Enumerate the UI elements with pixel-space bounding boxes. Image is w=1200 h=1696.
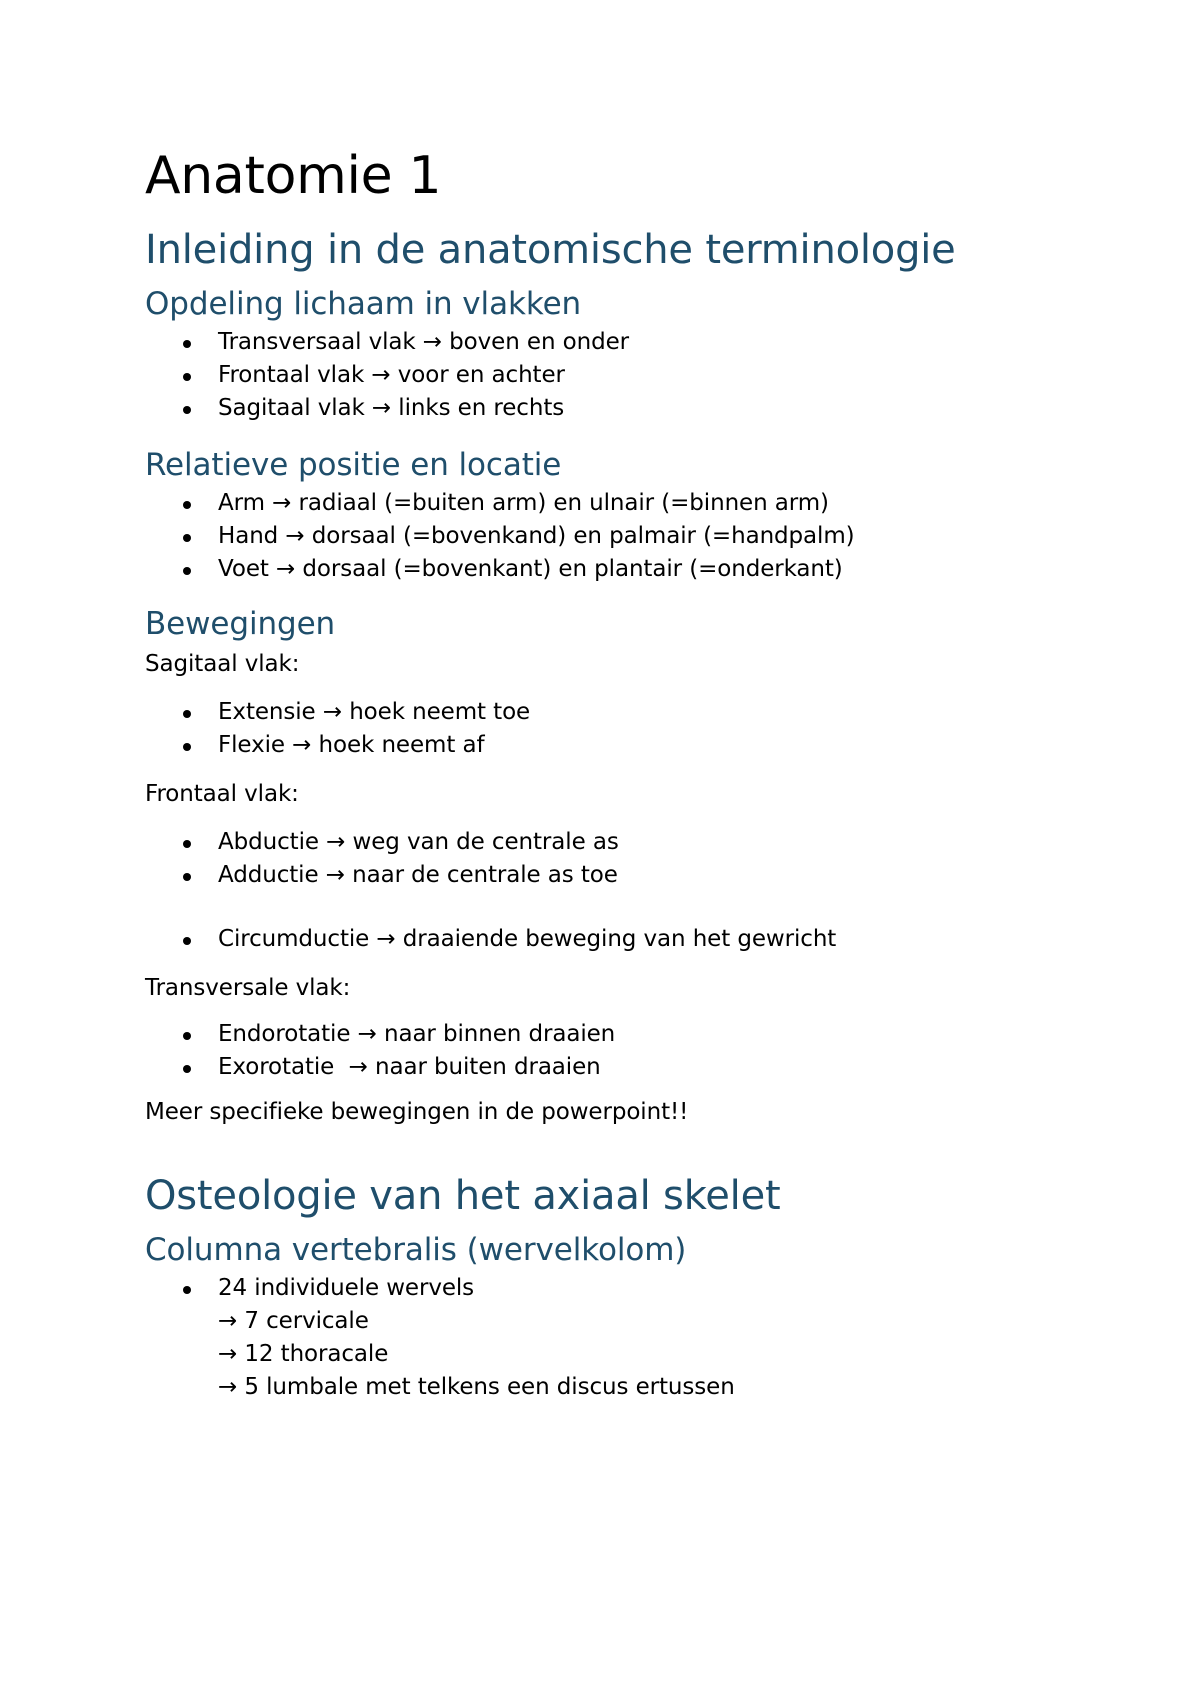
bullet-icon <box>183 567 191 575</box>
bullet-icon <box>183 743 191 751</box>
list-item <box>145 1018 1105 1051</box>
bullet-icon <box>183 501 191 509</box>
sub-item-cervicale: → 7 cervicale <box>218 1308 369 1334</box>
list-item-text: Frontaal vlak → voor en achter <box>218 362 565 388</box>
list-columna <box>145 1272 1105 1404</box>
bullet-icon <box>183 1286 191 1294</box>
bullet-icon <box>183 534 191 542</box>
bullet-icon <box>183 340 191 348</box>
list-item <box>145 729 1105 762</box>
list-item-text: Exorotatie → naar buiten draaien <box>218 1054 601 1080</box>
label-transversaal: Transversale vlak: <box>145 975 351 1001</box>
list-item <box>145 359 1105 392</box>
list-item <box>145 520 1105 553</box>
list-item <box>145 553 1105 586</box>
list-item <box>145 392 1105 425</box>
list-item <box>145 326 1105 359</box>
list-item <box>145 1051 1105 1084</box>
list-item <box>145 859 1105 892</box>
list-item <box>145 696 1105 729</box>
sub-item-thoracale: → 12 thoracale <box>218 1341 389 1367</box>
list-transversaal <box>145 1018 1105 1084</box>
list-item-text: Arm → radiaal (=buiten arm) en ulnair (=binnen arm) <box>218 490 829 516</box>
bullet-icon <box>183 406 191 414</box>
list-vlakken <box>145 326 1105 425</box>
list-item-text: Adductie → naar de centrale as toe <box>218 862 618 888</box>
sub-item-lumbale: → 5 lumbale met telkens een discus ertussen <box>218 1374 735 1400</box>
list-positie <box>145 487 1105 586</box>
bullet-icon <box>183 373 191 381</box>
section-heading-osteologie: Osteologie van het axiaal skelet <box>145 1173 781 1219</box>
note-powerpoint: Meer specifieke bewegingen in de powerpoint!! <box>145 1099 689 1125</box>
list-item <box>145 487 1105 520</box>
subheading-vlakken: Opdeling lichaam in vlakken <box>145 286 582 322</box>
list-item-text: Endorotatie → naar binnen draaien <box>218 1021 616 1047</box>
list-item-text: 24 individuele wervels <box>218 1275 475 1301</box>
list-item-text: Flexie → hoek neemt af <box>218 732 485 758</box>
list-item-text: Circumductie → draaiende beweging van het gewricht <box>218 926 837 952</box>
subheading-positie: Relatieve positie en locatie <box>145 447 562 483</box>
bullet-icon <box>183 840 191 848</box>
document-title: Anatomie 1 <box>145 146 442 206</box>
list-item-text: Abductie → weg van de centrale as <box>218 829 619 855</box>
list-sagitaal <box>145 696 1105 762</box>
list-item-text: Voet → dorsaal (=bovenkant) en plantair (=onderkant) <box>218 556 843 582</box>
list-item-text: Extensie → hoek neemt toe <box>218 699 531 725</box>
section-heading-inleiding: Inleiding in de anatomische terminologie <box>145 227 956 273</box>
subheading-columna: Columna vertebralis (wervelkolom) <box>145 1232 687 1268</box>
label-frontaal: Frontaal vlak: <box>145 781 299 807</box>
document-page <box>145 140 1105 1404</box>
list-item <box>145 923 1105 956</box>
label-sagitaal: Sagitaal vlak: <box>145 651 300 677</box>
list-item-text: Hand → dorsaal (=bovenkand) en palmair (=handpalm) <box>218 523 855 549</box>
list-item <box>145 826 1105 859</box>
list-circumductie <box>145 923 1105 956</box>
bullet-icon <box>183 873 191 881</box>
list-item <box>145 1272 1105 1404</box>
bullet-icon <box>183 1065 191 1073</box>
list-item-text: Sagitaal vlak → links en rechts <box>218 395 565 421</box>
list-frontaal <box>145 826 1105 892</box>
subheading-bewegingen: Bewegingen <box>145 606 336 642</box>
bullet-icon <box>183 937 191 945</box>
list-item-text: Transversaal vlak → boven en onder <box>218 329 629 355</box>
bullet-icon <box>183 1032 191 1040</box>
bullet-icon <box>183 710 191 718</box>
